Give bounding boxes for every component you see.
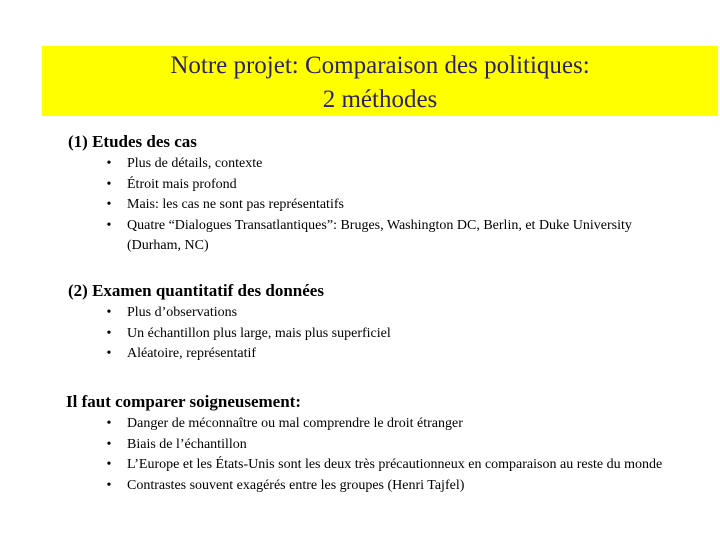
slide-title-line-2: 2 méthodes [322,86,438,113]
section-3-list [104,414,664,496]
bullet-icon: • [106,176,112,192]
section-3-heading: Il faut comparer soigneusement: [66,392,301,411]
bullet-icon: • [106,156,112,171]
list-item: • Plus de détails, contexte [104,154,644,175]
list-item: • Aléatoire, représentatif [104,344,664,365]
bullet-icon: • [106,346,112,361]
slide-title-line-1: Notre projet: Comparaison des politiques: [170,52,590,79]
section-1-list [104,154,644,257]
list-item: • Plus d’observations [104,303,664,324]
list-item: • Biais de l’échantillon [104,435,664,456]
section-1-heading: (1) Etudes des cas [68,132,197,151]
bullet-icon: • [106,416,112,431]
list-item: • Mais: les cas ne sont pas représentatifs [104,195,644,216]
list-item: • Un échantillon plus large, mais plus superficiel [104,324,664,345]
list-item: • Contrastes souvent exagérés entre les groupes (Henri Tajfel) [104,476,664,497]
list-item: • L’Europe et les États-Unis sont les deux très précautionneux en comparaison au reste du monde [104,455,664,476]
list-item: • Danger de méconnaître ou mal comprendre le droit étranger [104,414,664,435]
bullet-icon: • [106,477,112,493]
section-2-list [104,303,664,365]
section-2-heading: (2) Examen quantitatif des données [68,281,324,300]
list-item: • Étroit mais profond [104,175,644,196]
bullet-icon: • [106,325,112,341]
bullet-icon: • [106,436,112,452]
bullet-icon: • [106,305,112,320]
bullet-icon: • [106,217,112,233]
bullet-icon: • [106,197,112,212]
list-item: • Quatre “Dialogues Transatlantiques”: Bruges, Washington DC, Berlin, et Duke University (Durham, NC) [104,216,644,257]
bullet-icon: • [106,457,112,472]
